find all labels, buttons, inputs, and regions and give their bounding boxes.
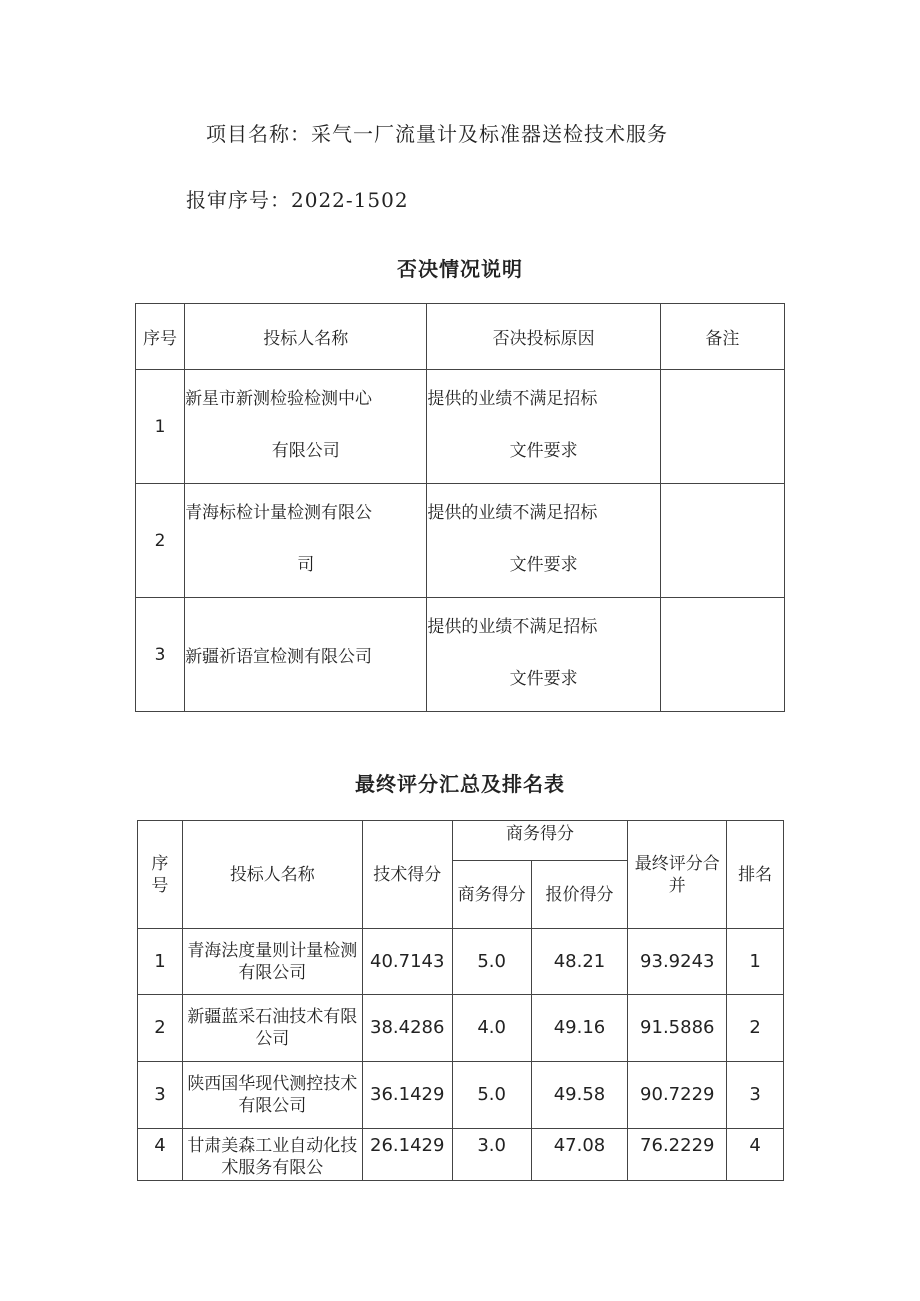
row-no: 3	[136, 598, 185, 712]
note-cell	[660, 484, 784, 598]
tech-score: 36.1429	[362, 1062, 452, 1129]
header-note: 备注	[660, 304, 784, 370]
table-row	[136, 370, 785, 484]
reason-line1: 提供的业绩不满足招标	[427, 389, 598, 409]
bidder-name-text: 陕西国华现代测控技术有限公司	[187, 1074, 358, 1116]
final-score: 76.2229	[628, 1129, 727, 1181]
row-no: 1	[138, 929, 183, 995]
table-row	[136, 598, 785, 712]
bidder-name-line1: 新星市新测检验检测中心	[185, 389, 373, 409]
row-no: 3	[138, 1062, 183, 1129]
bidder-name-text: 新疆蓝采石油技术有限公司	[187, 1007, 358, 1049]
table-row	[138, 1129, 784, 1181]
bidder-name-text: 青海法度量则计量检测有限公司	[187, 940, 358, 983]
header-no	[138, 821, 183, 929]
rejection-reason	[427, 484, 660, 598]
table-row	[138, 995, 784, 1062]
rank: 2	[727, 995, 784, 1062]
price-score: 49.58	[531, 1062, 628, 1129]
tech-score: 26.1429	[362, 1129, 452, 1181]
reason-line1: 提供的业绩不满足招标	[427, 503, 598, 523]
header-final-text: 最终评分合并	[634, 853, 720, 896]
row-no: 1	[136, 370, 185, 484]
bidder-name: 新疆祈语宣检测有限公司	[185, 598, 427, 712]
final-score: 91.5886	[628, 995, 727, 1062]
final-score: 90.7229	[628, 1062, 727, 1129]
tech-score: 38.4286	[362, 995, 452, 1062]
bidder-name	[182, 929, 362, 995]
bidder-name	[182, 1062, 362, 1129]
header-business-text: 商务得分	[457, 884, 526, 905]
note-cell	[660, 598, 784, 712]
bidder-name-line2: 有限公司	[271, 441, 340, 461]
bidder-name-text: 甘肃美森工业自动化技术服务有限公	[187, 1136, 358, 1178]
row-no: 2	[136, 484, 185, 598]
header-no: 序号	[136, 304, 185, 370]
header-rank: 排名	[727, 821, 784, 929]
reason-line2: 文件要求	[509, 441, 578, 461]
tech-score: 40.7143	[362, 929, 452, 995]
header-final-score	[628, 821, 727, 929]
row-no: 2	[138, 995, 183, 1062]
rejection-reason	[427, 598, 660, 712]
table-header-row	[138, 821, 784, 861]
header-bidder-name: 投标人名称	[182, 821, 362, 929]
reason-line2: 文件要求	[509, 555, 578, 575]
table-header-row	[136, 304, 785, 370]
review-number-line: 报审序号：2022-1502	[186, 188, 409, 212]
header-business-group: 商务得分	[452, 821, 628, 861]
business-score: 4.0	[452, 995, 531, 1062]
rejection-section-title: 否决情况说明	[397, 257, 523, 281]
bidder-name	[185, 370, 427, 484]
final-score: 93.9243	[628, 929, 727, 995]
reason-line1: 提供的业绩不满足招标	[427, 617, 598, 637]
table-row	[136, 484, 785, 598]
header-no-text: 序号	[151, 853, 169, 896]
rank: 4	[727, 1129, 784, 1181]
rank: 1	[727, 929, 784, 995]
bidder-name	[182, 995, 362, 1062]
bidder-name	[182, 1129, 362, 1181]
business-score: 3.0	[452, 1129, 531, 1181]
rank: 3	[727, 1062, 784, 1129]
price-score: 49.16	[531, 995, 628, 1062]
price-score: 47.08	[531, 1129, 628, 1181]
header-reason: 否决投标原因	[427, 304, 660, 370]
bidder-name	[185, 484, 427, 598]
rejection-table	[135, 303, 785, 712]
note-cell	[660, 370, 784, 484]
table-row	[138, 1062, 784, 1129]
reason-line2: 文件要求	[509, 669, 578, 689]
business-score: 5.0	[452, 929, 531, 995]
bidder-name-line2: 司	[297, 555, 315, 575]
score-section-title: 最终评分汇总及排名表	[355, 772, 565, 796]
business-score: 5.0	[452, 1062, 531, 1129]
table-row	[138, 929, 784, 995]
project-name-line: 项目名称：采气一厂流量计及标准器送检技术服务	[206, 122, 668, 146]
price-score: 48.21	[531, 929, 628, 995]
score-ranking-table	[137, 820, 784, 1181]
rejection-reason	[427, 370, 660, 484]
header-business-score	[452, 861, 531, 929]
row-no: 4	[138, 1129, 183, 1181]
header-tech-score: 技术得分	[362, 821, 452, 929]
bidder-name-line1: 青海标检计量检测有限公	[185, 503, 373, 523]
header-bidder-name: 投标人名称	[185, 304, 427, 370]
header-price-score: 报价得分	[531, 861, 628, 929]
